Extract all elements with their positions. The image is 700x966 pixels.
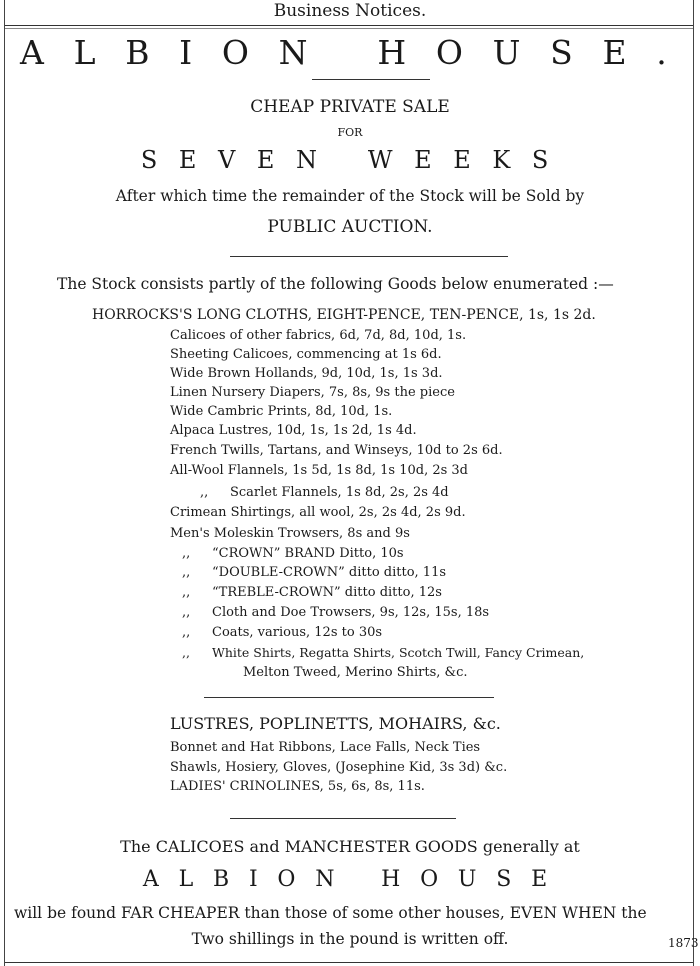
list-item: Wide Cambric Prints, 8d, 10d, 1s. [170, 404, 393, 419]
ditto-row [182, 546, 404, 561]
sale-line-4: After which time the remainder of the Stock will be Sold by [115, 187, 585, 205]
list-rule [204, 697, 494, 698]
ditto-mark: ,, [182, 565, 191, 580]
list-item: Sheeting Calicoes, commencing at 1s 6d. [170, 347, 442, 362]
flannel-ditto-row [200, 485, 449, 500]
list-item: All-Wool Flannels, 1s 5d, 1s 8d, 1s 10d, 2s 3d [170, 463, 469, 478]
section-header: Business Notices. [273, 1, 427, 21]
closing-line-4: Two shillings in the pound is written off. [191, 930, 509, 948]
list-item: Calicoes of other fabrics, 6d, 7d, 8d, 10d, 1s. [170, 328, 467, 343]
ditto-continuation: Melton Tweed, Merino Shirts, &c. [243, 665, 468, 680]
lustres-heading: LUSTRES, POPLINETTS, MOHAIRS, &c. [170, 714, 501, 733]
sale-rule [230, 256, 508, 257]
page-year: 1873 [668, 936, 699, 950]
lead-item: HORROCKS'S LONG CLOTHS, EIGHT-PENCE, TEN-PENCE, 1s, 1s 2d. [92, 307, 596, 323]
lustres-line: Shawls, Hosiery, Gloves, (Josephine Kid, 3s 3d) &c. [170, 760, 508, 775]
ditto-row [182, 625, 382, 640]
closing-line-2: ALBION HOUSE [142, 867, 568, 892]
footer-rule [5, 962, 693, 963]
header-rule [5, 25, 693, 26]
closing-line-1: The CALICOES and MANCHESTER GOODS generally at [120, 837, 580, 856]
ditto-row [182, 605, 489, 620]
ditto-mark: ,, [182, 546, 191, 561]
ditto-item: “TREBLE-CROWN” ditto ditto, 12s [212, 585, 442, 600]
right-border [693, 0, 694, 966]
ditto-mark: ,, [200, 485, 209, 500]
header-rule-thin [5, 28, 693, 29]
title-rule [312, 79, 430, 80]
ditto-mark: ,, [182, 605, 191, 620]
list-item: French Twills, Tartans, and Winseys, 10d to 2s 6d. [170, 443, 503, 458]
lustres-line: LADIES' CRINOLINES, 5s, 6s, 8s, 11s. [170, 779, 425, 794]
stock-intro: The Stock consists partly of the following Goods below enumerated :— [57, 275, 614, 293]
left-border [4, 0, 5, 966]
sale-line-2: FOR [337, 126, 363, 139]
list-item: Crimean Shirtings, all wool, 2s, 2s 4d, 2s 9d. [170, 505, 466, 520]
ditto-item: “CROWN” BRAND Ditto, 10s [212, 546, 404, 561]
flannel-ditto-text: Scarlet Flannels, 1s 8d, 2s, 2s 4d [230, 485, 449, 500]
ditto-mark: ,, [182, 585, 191, 600]
ditto-item: White Shirts, Regatta Shirts, Scotch Twill, Fancy Crimean, [212, 645, 585, 660]
ditto-row [182, 565, 446, 580]
list-item: Linen Nursery Diapers, 7s, 8s, 9s the piece [170, 385, 455, 400]
list-item: Alpaca Lustres, 10d, 1s, 1s 2d, 1s 4d. [170, 423, 417, 438]
ditto-item: Coats, various, 12s to 30s [212, 625, 383, 640]
closing-line-3: will be found FAR CHEAPER than those of some other houses, EVEN WHEN the [14, 904, 647, 922]
ditto-mark: ,, [182, 645, 190, 660]
ditto-row [182, 645, 584, 660]
ditto-row [182, 585, 442, 600]
ditto-item: Cloth and Doe Trowsers, 9s, 12s, 15s, 18s [212, 605, 490, 620]
list-item: Wide Brown Hollands, 9d, 10d, 1s, 1s 3d. [170, 366, 443, 381]
sale-line-3: SEVEN WEEKS [140, 146, 570, 174]
lustres-line: Bonnet and Hat Ribbons, Lace Falls, Neck Ties [170, 740, 481, 755]
lustres-rule [230, 818, 456, 819]
sale-line-5: PUBLIC AUCTION. [267, 217, 433, 237]
sale-line-1: CHEAP PRIVATE SALE [250, 97, 450, 117]
ditto-mark: ,, [182, 625, 191, 640]
list-item: Men's Moleskin Trowsers, 8s and 9s [170, 526, 410, 541]
page-title: ALBION HOUSE. [20, 33, 697, 72]
ditto-item: “DOUBLE-CROWN” ditto ditto, 11s [212, 565, 447, 580]
